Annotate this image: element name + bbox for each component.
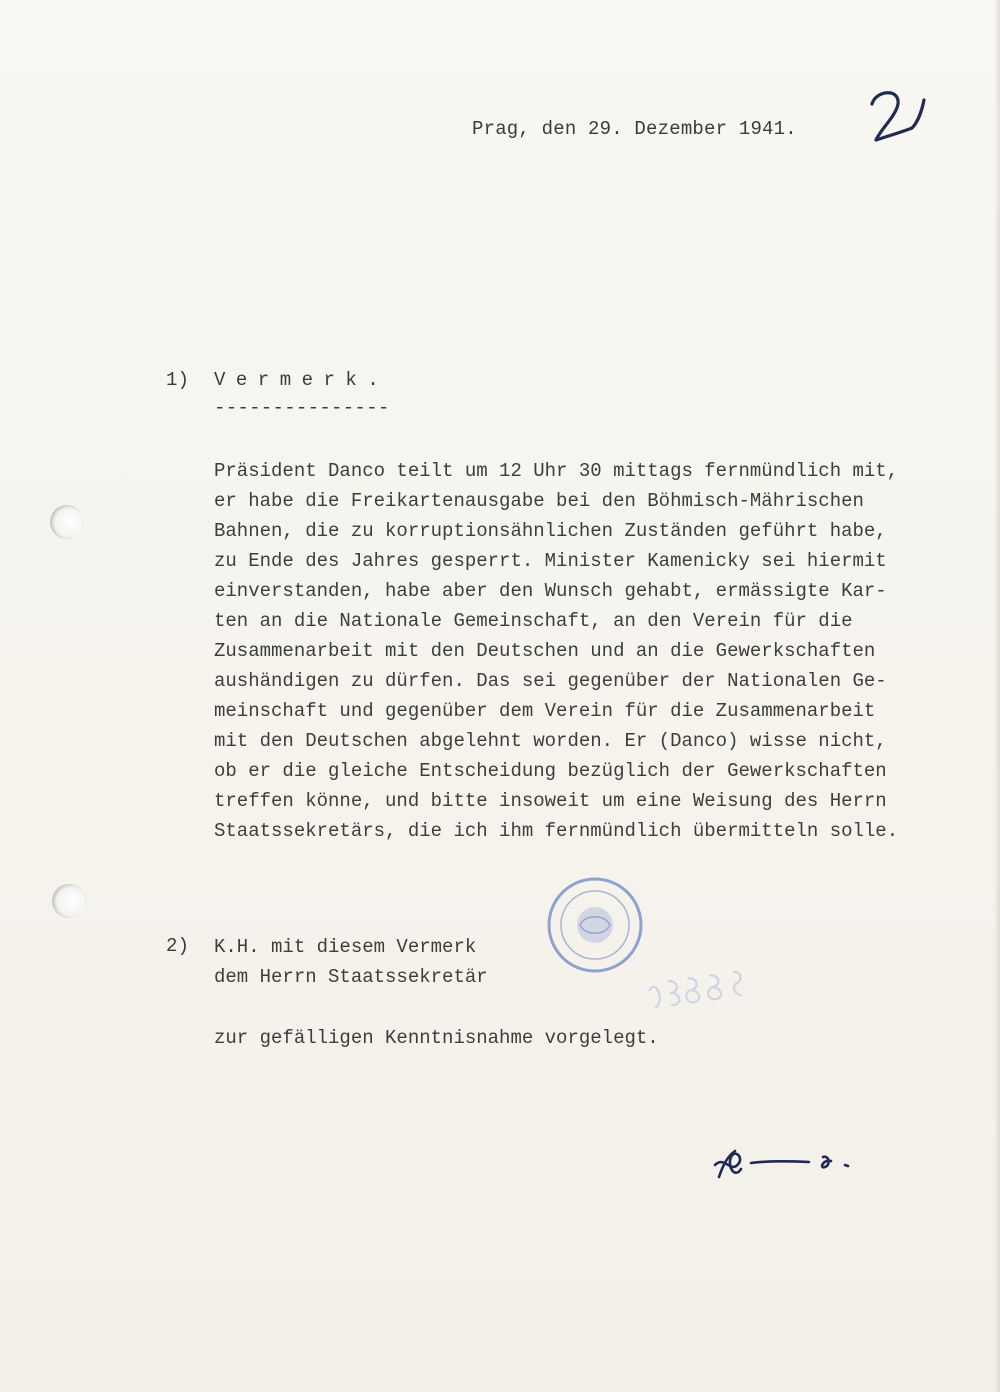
punch-hole <box>50 505 84 539</box>
memo-line: treffen könne, und bitte insoweit um eine Weisung des Herrn <box>214 790 887 812</box>
memo-line: ten an die Nationale Gemeinschaft, an den Verein für die <box>214 610 853 632</box>
memo-line: Staatssekretärs, die ich ihm fernmündlich übermitteln solle. <box>214 820 899 842</box>
heading-underline: --------------- <box>214 397 390 419</box>
section-heading: Vermerk. <box>214 369 390 391</box>
memo-line: Zusammenarbeit mit den Deutschen und an die Gewerkschaften <box>214 640 876 662</box>
memo-line: mit den Deutschen abgelehnt worden. Er (Danco) wisse nicht, <box>214 730 887 752</box>
memo-body <box>214 456 954 846</box>
routing-line: K.H. mit diesem Vermerk <box>214 936 477 958</box>
handwritten-page-number <box>862 82 932 152</box>
archive-stamp <box>540 870 650 980</box>
routing-note <box>214 932 488 992</box>
handwritten-signature <box>705 1135 865 1195</box>
memo-line: zu Ende des Jahres gesperrt. Minister Kamenicky sei hiermit <box>214 550 887 572</box>
memo-line: meinschaft und gegenüber dem Verein für die Zusammenarbeit <box>214 700 876 722</box>
routing-note-closing <box>214 1023 659 1053</box>
memo-line: ob er die gleiche Entscheidung bezüglich der Gewerkschaften <box>214 760 887 782</box>
routing-line: zur gefälligen Kenntnisnahme vorgelegt. <box>214 1027 659 1049</box>
memo-line: Bahnen, die zu korruptionsähnlichen Zuständen geführt habe, <box>214 520 887 542</box>
paper-edge <box>994 0 1000 1392</box>
section-number-2: 2) <box>166 935 190 957</box>
memo-line: Präsident Danco teilt um 12 Uhr 30 mittags fernmündlich mit, <box>214 460 899 482</box>
punch-hole <box>52 884 86 918</box>
memo-line: einverstanden, habe aber den Wunsch gehabt, ermässigte Kar- <box>214 580 887 602</box>
section-number-1: 1) <box>166 369 190 391</box>
date-line: Prag, den 29. Dezember 1941. <box>472 118 797 140</box>
memo-line: aushändigen zu dürfen. Das sei gegenüber der Nationalen Ge- <box>214 670 887 692</box>
faded-stamp-number <box>640 965 760 1015</box>
routing-line: dem Herrn Staatssekretär <box>214 966 488 988</box>
memo-line: er habe die Freikartenausgabe bei den Böhmisch-Mährischen <box>214 490 864 512</box>
